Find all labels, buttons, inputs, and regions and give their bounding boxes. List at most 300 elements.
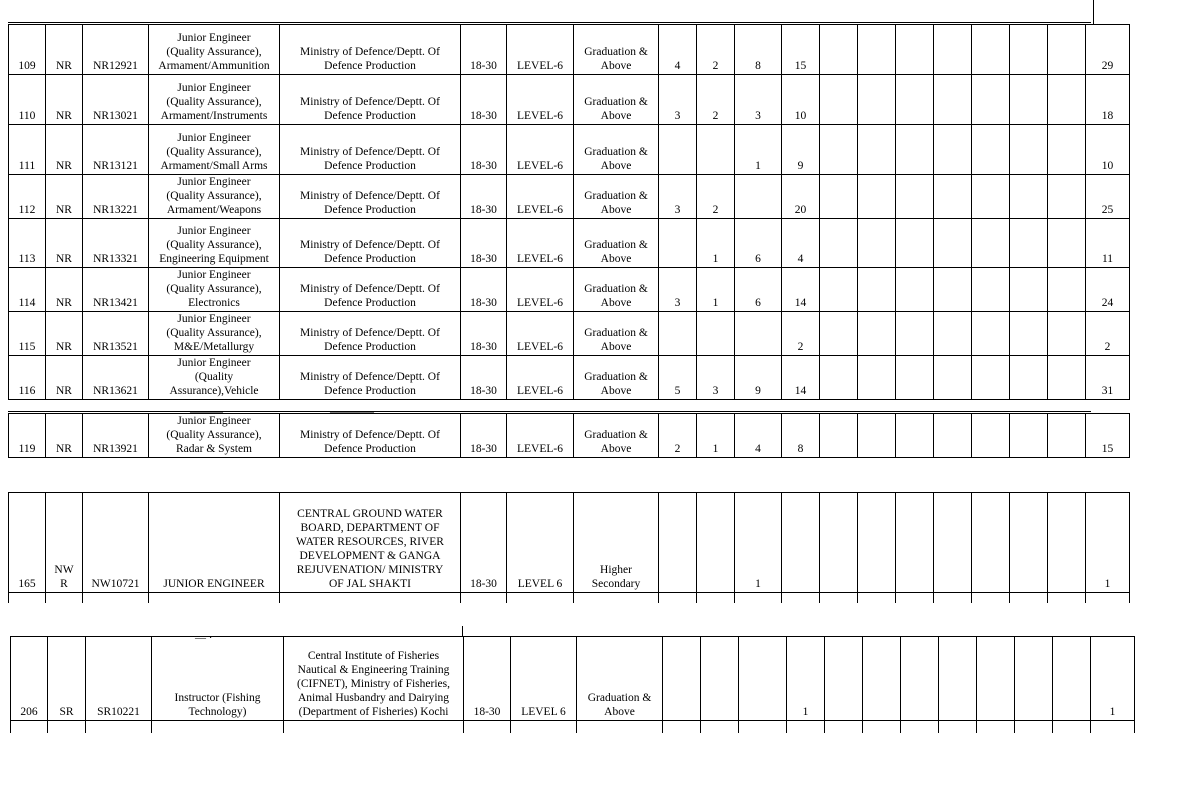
- table-row: [9, 414, 1130, 458]
- empty-cell: [896, 414, 934, 458]
- age-cell: 18-30: [461, 219, 507, 268]
- vacancy-count-cell: 15: [782, 25, 820, 75]
- education-line: Graduation &: [584, 283, 648, 295]
- sno-cell: 112: [9, 175, 46, 219]
- post-name-cell: [149, 175, 280, 219]
- post-line: Junior Engineer: [177, 269, 251, 281]
- empty-cell: [977, 637, 1015, 721]
- empty-cell: [1048, 493, 1086, 593]
- post-line: (Quality Assurance),: [166, 239, 262, 251]
- pay-level-cell: LEVEL-6: [507, 125, 574, 175]
- empty-cell: [1010, 219, 1048, 268]
- ministry-line: Defence Production: [324, 341, 416, 353]
- empty-cell: [1048, 219, 1086, 268]
- post-name-cell: [149, 312, 280, 356]
- post-line: Armament/Instruments: [160, 110, 268, 122]
- education-line: Secondary: [591, 578, 641, 590]
- education-cell: [574, 268, 659, 312]
- vacancy-count-cell: 14: [782, 268, 820, 312]
- vacancy-count-cell: 1: [735, 125, 782, 175]
- empty-cell: [858, 312, 896, 356]
- ministry-line: CENTRAL GROUND WATER: [297, 508, 443, 520]
- education-line: Above: [600, 110, 632, 122]
- vacancy-table-block-4: [10, 636, 1135, 733]
- empty-cell: [820, 25, 858, 75]
- ministry-cell: [280, 125, 461, 175]
- empty-cell: [1048, 25, 1086, 75]
- education-line: Higher: [600, 564, 632, 576]
- total-cell: 24: [1086, 268, 1130, 312]
- post-line: Junior Engineer: [177, 32, 251, 44]
- vacancy-count-cell: 3: [697, 356, 735, 400]
- post-line: Junior Engineer: [177, 132, 251, 144]
- age-cell: 18-30: [461, 25, 507, 75]
- post-line: (Quality: [194, 371, 234, 383]
- table-row: [9, 312, 1130, 356]
- post-line: Junior Engineer: [177, 82, 251, 94]
- empty-cell: [972, 268, 1010, 312]
- education-line: Above: [600, 385, 632, 397]
- education-line: Above: [600, 160, 632, 172]
- post-name-cell: [152, 637, 284, 721]
- post-code-cell: NW10721: [83, 493, 149, 593]
- vacancy-count-cell: [735, 175, 782, 219]
- ministry-cell: [284, 637, 464, 721]
- region-line: NW: [54, 564, 74, 576]
- age-cell: 18-30: [461, 414, 507, 458]
- empty-cell: [820, 125, 858, 175]
- post-line: (Quality Assurance),: [166, 283, 262, 295]
- ministry-line: (Department of Fisheries) Kochi: [298, 706, 449, 718]
- vacancy-count-cell: 2: [697, 175, 735, 219]
- cropped-row-rule: [8, 411, 1091, 412]
- post-line: Assurance),Vehicle: [169, 385, 259, 397]
- empty-cell: [1048, 75, 1086, 125]
- education-cell: [577, 637, 663, 721]
- post-name-cell: [149, 493, 280, 593]
- total-cell: 29: [1086, 25, 1130, 75]
- vacancy-count-cell: 1: [735, 493, 782, 593]
- education-cell: [574, 75, 659, 125]
- pay-level-cell: LEVEL-6: [507, 414, 574, 458]
- education-line: Above: [600, 204, 632, 216]
- ministry-line: Central Institute of Fisheries: [307, 650, 440, 662]
- region-cell: NR: [46, 125, 83, 175]
- post-code-cell: NR13221: [83, 175, 149, 219]
- table-row: [11, 637, 1135, 721]
- ministry-line: Ministry of Defence/Deptt. Of: [300, 283, 440, 295]
- ministry-cell: [280, 414, 461, 458]
- age-cell: 18-30: [461, 312, 507, 356]
- empty-cell: [896, 25, 934, 75]
- vacancy-count-cell: [659, 312, 697, 356]
- ministry-line: BOARD, DEPARTMENT OF: [300, 522, 440, 534]
- sno-cell: 111: [9, 125, 46, 175]
- ministry-line: Ministry of Defence/Deptt. Of: [300, 146, 440, 158]
- education-line: Graduation &: [587, 692, 652, 704]
- top-cropped-rule: [8, 22, 1091, 23]
- empty-cell: [896, 125, 934, 175]
- ministry-line: Ministry of Defence/Deptt. Of: [300, 429, 440, 441]
- table-row: [9, 125, 1130, 175]
- ministry-cell: [280, 25, 461, 75]
- vacancy-count-cell: 6: [735, 219, 782, 268]
- empty-cell: [1010, 125, 1048, 175]
- pay-level-cell: LEVEL-6: [507, 75, 574, 125]
- total-cell: 1: [1086, 493, 1130, 593]
- empty-cell: [1010, 175, 1048, 219]
- empty-cell: [896, 75, 934, 125]
- ministry-line: Defence Production: [324, 297, 416, 309]
- empty-cell: [934, 75, 972, 125]
- empty-cell: [858, 125, 896, 175]
- education-line: Graduation &: [584, 190, 648, 202]
- vacancy-table-block-2: [8, 413, 1130, 458]
- education-line: Graduation &: [584, 46, 648, 58]
- ministry-line: Nautical & Engineering Training: [297, 664, 450, 676]
- post-line: (Quality Assurance),: [166, 96, 262, 108]
- region-cell: NR: [46, 175, 83, 219]
- pay-level-cell: LEVEL 6: [511, 637, 577, 721]
- post-name-cell: [149, 25, 280, 75]
- ministry-cell: [280, 493, 461, 593]
- post-code-cell: NR13621: [83, 356, 149, 400]
- post-code-cell: NR12921: [83, 25, 149, 75]
- vacancy-count-cell: 2: [697, 75, 735, 125]
- post-name-cell: [149, 268, 280, 312]
- age-cell: 18-30: [461, 268, 507, 312]
- vacancy-count-cell: 1: [697, 414, 735, 458]
- vacancy-count-cell: 3: [659, 75, 697, 125]
- empty-cell: [1048, 125, 1086, 175]
- table-row: [9, 219, 1130, 268]
- ministry-line: Defence Production: [324, 60, 416, 72]
- empty-cell: [820, 356, 858, 400]
- vacancy-count-cell: 2: [659, 414, 697, 458]
- post-line: Electronics: [188, 297, 240, 309]
- post-name-cell: [149, 356, 280, 400]
- empty-cell: [934, 25, 972, 75]
- education-cell: [574, 125, 659, 175]
- vacancy-count-cell: 4: [659, 25, 697, 75]
- post-line: (Quality Assurance),: [166, 327, 262, 339]
- total-cell: 1: [1091, 637, 1135, 721]
- education-cell: [574, 25, 659, 75]
- empty-cell: [972, 312, 1010, 356]
- cropped-column-rule: [462, 626, 463, 636]
- post-line: Technology): [188, 706, 247, 718]
- sno-cell: 206: [11, 637, 48, 721]
- ministry-line: (CIFNET), Ministry of Fisheries,: [296, 678, 450, 690]
- empty-cell: [896, 268, 934, 312]
- cropped-text-fragment: ———: [190, 406, 223, 418]
- empty-cell: [820, 312, 858, 356]
- post-line: Junior Engineer: [177, 415, 251, 427]
- vacancy-count-cell: 14: [782, 356, 820, 400]
- age-cell: 18-30: [461, 493, 507, 593]
- empty-cell: [1053, 637, 1091, 721]
- education-cell: [574, 312, 659, 356]
- empty-cell: [1048, 268, 1086, 312]
- cropped-text-fragment: ————: [330, 406, 374, 418]
- table-row-stub: [9, 593, 1130, 603]
- empty-cell: [901, 637, 939, 721]
- empty-cell: [858, 414, 896, 458]
- ministry-line: Defence Production: [324, 204, 416, 216]
- ministry-line: REJUVENATION/ MINISTRY: [296, 564, 444, 576]
- education-line: Graduation &: [584, 146, 648, 158]
- post-code-cell: NR13021: [83, 75, 149, 125]
- post-code-cell: NR13121: [83, 125, 149, 175]
- sno-cell: 119: [9, 414, 46, 458]
- vacancy-table-block-1: [8, 24, 1130, 400]
- education-cell: [574, 493, 659, 593]
- table-row: [9, 493, 1130, 593]
- age-cell: 18-30: [461, 125, 507, 175]
- ministry-cell: [280, 219, 461, 268]
- age-cell: 18-30: [464, 637, 511, 721]
- empty-cell: [934, 312, 972, 356]
- ministry-line: DEVELOPMENT & GANGA: [299, 550, 441, 562]
- pay-level-cell: LEVEL-6: [507, 356, 574, 400]
- empty-cell: [972, 356, 1010, 400]
- pay-level-cell: LEVEL-6: [507, 25, 574, 75]
- empty-cell: [858, 219, 896, 268]
- post-line: (Quality Assurance),: [166, 46, 262, 58]
- post-line: (Quality Assurance),: [166, 146, 262, 158]
- education-line: Above: [600, 253, 632, 265]
- vacancy-count-cell: [697, 125, 735, 175]
- empty-cell: [972, 25, 1010, 75]
- total-cell: 10: [1086, 125, 1130, 175]
- sno-cell: 165: [9, 493, 46, 593]
- empty-cell: [934, 175, 972, 219]
- ministry-line: Ministry of Defence/Deptt. Of: [300, 239, 440, 251]
- post-line: Junior Engineer: [177, 176, 251, 188]
- sno-cell: 116: [9, 356, 46, 400]
- post-name-cell: [149, 125, 280, 175]
- empty-cell: [972, 175, 1010, 219]
- empty-cell: [934, 493, 972, 593]
- total-cell: 18: [1086, 75, 1130, 125]
- region-cell: NR: [46, 414, 83, 458]
- vacancy-table-block-3: [8, 492, 1130, 603]
- ministry-cell: [280, 312, 461, 356]
- empty-cell: [1048, 356, 1086, 400]
- ministry-cell: [280, 175, 461, 219]
- ministry-line: Defence Production: [324, 160, 416, 172]
- region-cell: SR: [48, 637, 86, 721]
- empty-cell: [1010, 414, 1048, 458]
- post-code-cell: NR13421: [83, 268, 149, 312]
- education-line: Above: [604, 706, 635, 718]
- post-code-cell: SR10221: [86, 637, 152, 721]
- post-code-cell: NR13321: [83, 219, 149, 268]
- empty-cell: [1010, 493, 1048, 593]
- post-line: Armament/Ammunition: [158, 60, 270, 72]
- empty-cell: [820, 219, 858, 268]
- empty-cell: [934, 414, 972, 458]
- vacancy-count-cell: 5: [659, 356, 697, 400]
- post-line: (Quality Assurance),: [166, 190, 262, 202]
- ministry-line: OF JAL SHAKTI: [329, 578, 411, 590]
- empty-cell: [820, 175, 858, 219]
- vacancy-count-cell: [782, 493, 820, 593]
- ministry-line: Ministry of Defence/Deptt. Of: [300, 46, 440, 58]
- empty-cell: [972, 493, 1010, 593]
- empty-cell: [863, 637, 901, 721]
- ministry-line: Defence Production: [324, 385, 416, 397]
- empty-cell: [1010, 312, 1048, 356]
- education-line: Graduation &: [584, 96, 648, 108]
- total-cell: 25: [1086, 175, 1130, 219]
- post-code-cell: NR13921: [83, 414, 149, 458]
- empty-cell: [1015, 637, 1053, 721]
- empty-cell: [858, 25, 896, 75]
- ministry-line: Ministry of Defence/Deptt. Of: [300, 190, 440, 202]
- table-row: [9, 75, 1130, 125]
- education-line: Graduation &: [584, 429, 648, 441]
- cropped-text-fragment: — ·: [195, 632, 213, 644]
- ministry-line: Ministry of Defence/Deptt. Of: [300, 371, 440, 383]
- education-line: Above: [600, 60, 632, 72]
- ministry-line: Defence Production: [324, 253, 416, 265]
- age-cell: 18-30: [461, 75, 507, 125]
- post-line: (Quality Assurance),: [166, 429, 262, 441]
- table-row-stub: [11, 721, 1135, 733]
- empty-cell: [858, 268, 896, 312]
- vacancy-count-cell: [697, 312, 735, 356]
- empty-cell: [820, 493, 858, 593]
- empty-cell: [1048, 175, 1086, 219]
- empty-cell: [934, 219, 972, 268]
- vacancy-count-cell: 6: [735, 268, 782, 312]
- ministry-cell: [280, 268, 461, 312]
- region-cell: [46, 493, 83, 593]
- vacancy-count-cell: [697, 493, 735, 593]
- empty-cell: [934, 125, 972, 175]
- vacancy-count-cell: [701, 637, 739, 721]
- empty-cell: [1048, 312, 1086, 356]
- empty-cell: [972, 125, 1010, 175]
- ministry-line: Defence Production: [324, 110, 416, 122]
- region-line: R: [60, 578, 68, 590]
- empty-cell: [858, 75, 896, 125]
- sno-cell: 109: [9, 25, 46, 75]
- empty-cell: [939, 637, 977, 721]
- ministry-line: WATER RESOURCES, RIVER: [296, 536, 444, 548]
- pay-level-cell: LEVEL-6: [507, 175, 574, 219]
- vacancy-count-cell: 4: [735, 414, 782, 458]
- ministry-line: Ministry of Defence/Deptt. Of: [300, 327, 440, 339]
- vacancy-count-cell: 9: [782, 125, 820, 175]
- table-row: [9, 25, 1130, 75]
- post-line: JUNIOR ENGINEER: [163, 578, 265, 590]
- empty-cell: [972, 75, 1010, 125]
- post-line: Armament/Weapons: [166, 204, 262, 216]
- age-cell: 18-30: [461, 175, 507, 219]
- empty-cell: [896, 312, 934, 356]
- top-right-edge: [1093, 0, 1094, 24]
- post-line: Engineering Equipment: [159, 253, 269, 265]
- vacancy-count-cell: [659, 125, 697, 175]
- empty-cell: [858, 493, 896, 593]
- vacancy-count-cell: 4: [782, 219, 820, 268]
- vacancy-count-cell: 10: [782, 75, 820, 125]
- empty-cell: [934, 356, 972, 400]
- post-line: Radar & System: [175, 443, 253, 455]
- region-cell: NR: [46, 312, 83, 356]
- empty-cell: [896, 493, 934, 593]
- age-cell: 18-30: [461, 356, 507, 400]
- vacancy-count-cell: [735, 312, 782, 356]
- education-cell: [574, 414, 659, 458]
- education-line: Above: [600, 443, 632, 455]
- empty-cell: [1010, 268, 1048, 312]
- empty-cell: [896, 356, 934, 400]
- post-name-cell: [149, 414, 280, 458]
- post-line: Junior Engineer: [177, 313, 251, 325]
- education-line: Above: [600, 341, 632, 353]
- vacancy-count-cell: 3: [659, 175, 697, 219]
- vacancy-count-cell: [663, 637, 701, 721]
- empty-cell: [825, 637, 863, 721]
- pay-level-cell: LEVEL 6: [507, 493, 574, 593]
- vacancy-count-cell: 3: [659, 268, 697, 312]
- ministry-line: Animal Husbandry and Dairying: [297, 692, 450, 704]
- sno-cell: 115: [9, 312, 46, 356]
- region-cell: NR: [46, 356, 83, 400]
- empty-cell: [972, 219, 1010, 268]
- post-name-cell: [149, 219, 280, 268]
- vacancy-count-cell: 8: [735, 25, 782, 75]
- sno-cell: 110: [9, 75, 46, 125]
- total-cell: 15: [1086, 414, 1130, 458]
- ministry-cell: [280, 356, 461, 400]
- vacancy-count-cell: 2: [782, 312, 820, 356]
- education-line: Graduation &: [584, 371, 648, 383]
- vacancy-count-cell: 1: [697, 268, 735, 312]
- post-line: Junior Engineer: [177, 225, 251, 237]
- education-line: Graduation &: [584, 239, 648, 251]
- post-line: Junior Engineer: [177, 357, 251, 369]
- pay-level-cell: LEVEL-6: [507, 219, 574, 268]
- total-cell: 31: [1086, 356, 1130, 400]
- vacancy-count-cell: 9: [735, 356, 782, 400]
- vacancy-count-cell: 20: [782, 175, 820, 219]
- pay-level-cell: LEVEL-6: [507, 268, 574, 312]
- post-line: M&E/Metallurgy: [173, 341, 255, 353]
- post-code-cell: NR13521: [83, 312, 149, 356]
- sno-cell: 114: [9, 268, 46, 312]
- education-cell: [574, 175, 659, 219]
- empty-cell: [858, 175, 896, 219]
- vacancy-count-cell: 1: [697, 219, 735, 268]
- education-cell: [574, 356, 659, 400]
- empty-cell: [820, 268, 858, 312]
- empty-cell: [1010, 25, 1048, 75]
- vacancy-count-cell: 1: [787, 637, 825, 721]
- empty-cell: [896, 175, 934, 219]
- region-cell: NR: [46, 25, 83, 75]
- table-row: [9, 175, 1130, 219]
- post-line: Instructor (Fishing: [174, 692, 261, 704]
- vacancy-count-cell: 8: [782, 414, 820, 458]
- total-cell: 11: [1086, 219, 1130, 268]
- region-cell: NR: [46, 268, 83, 312]
- vacancy-count-cell: [739, 637, 787, 721]
- table-row: [9, 268, 1130, 312]
